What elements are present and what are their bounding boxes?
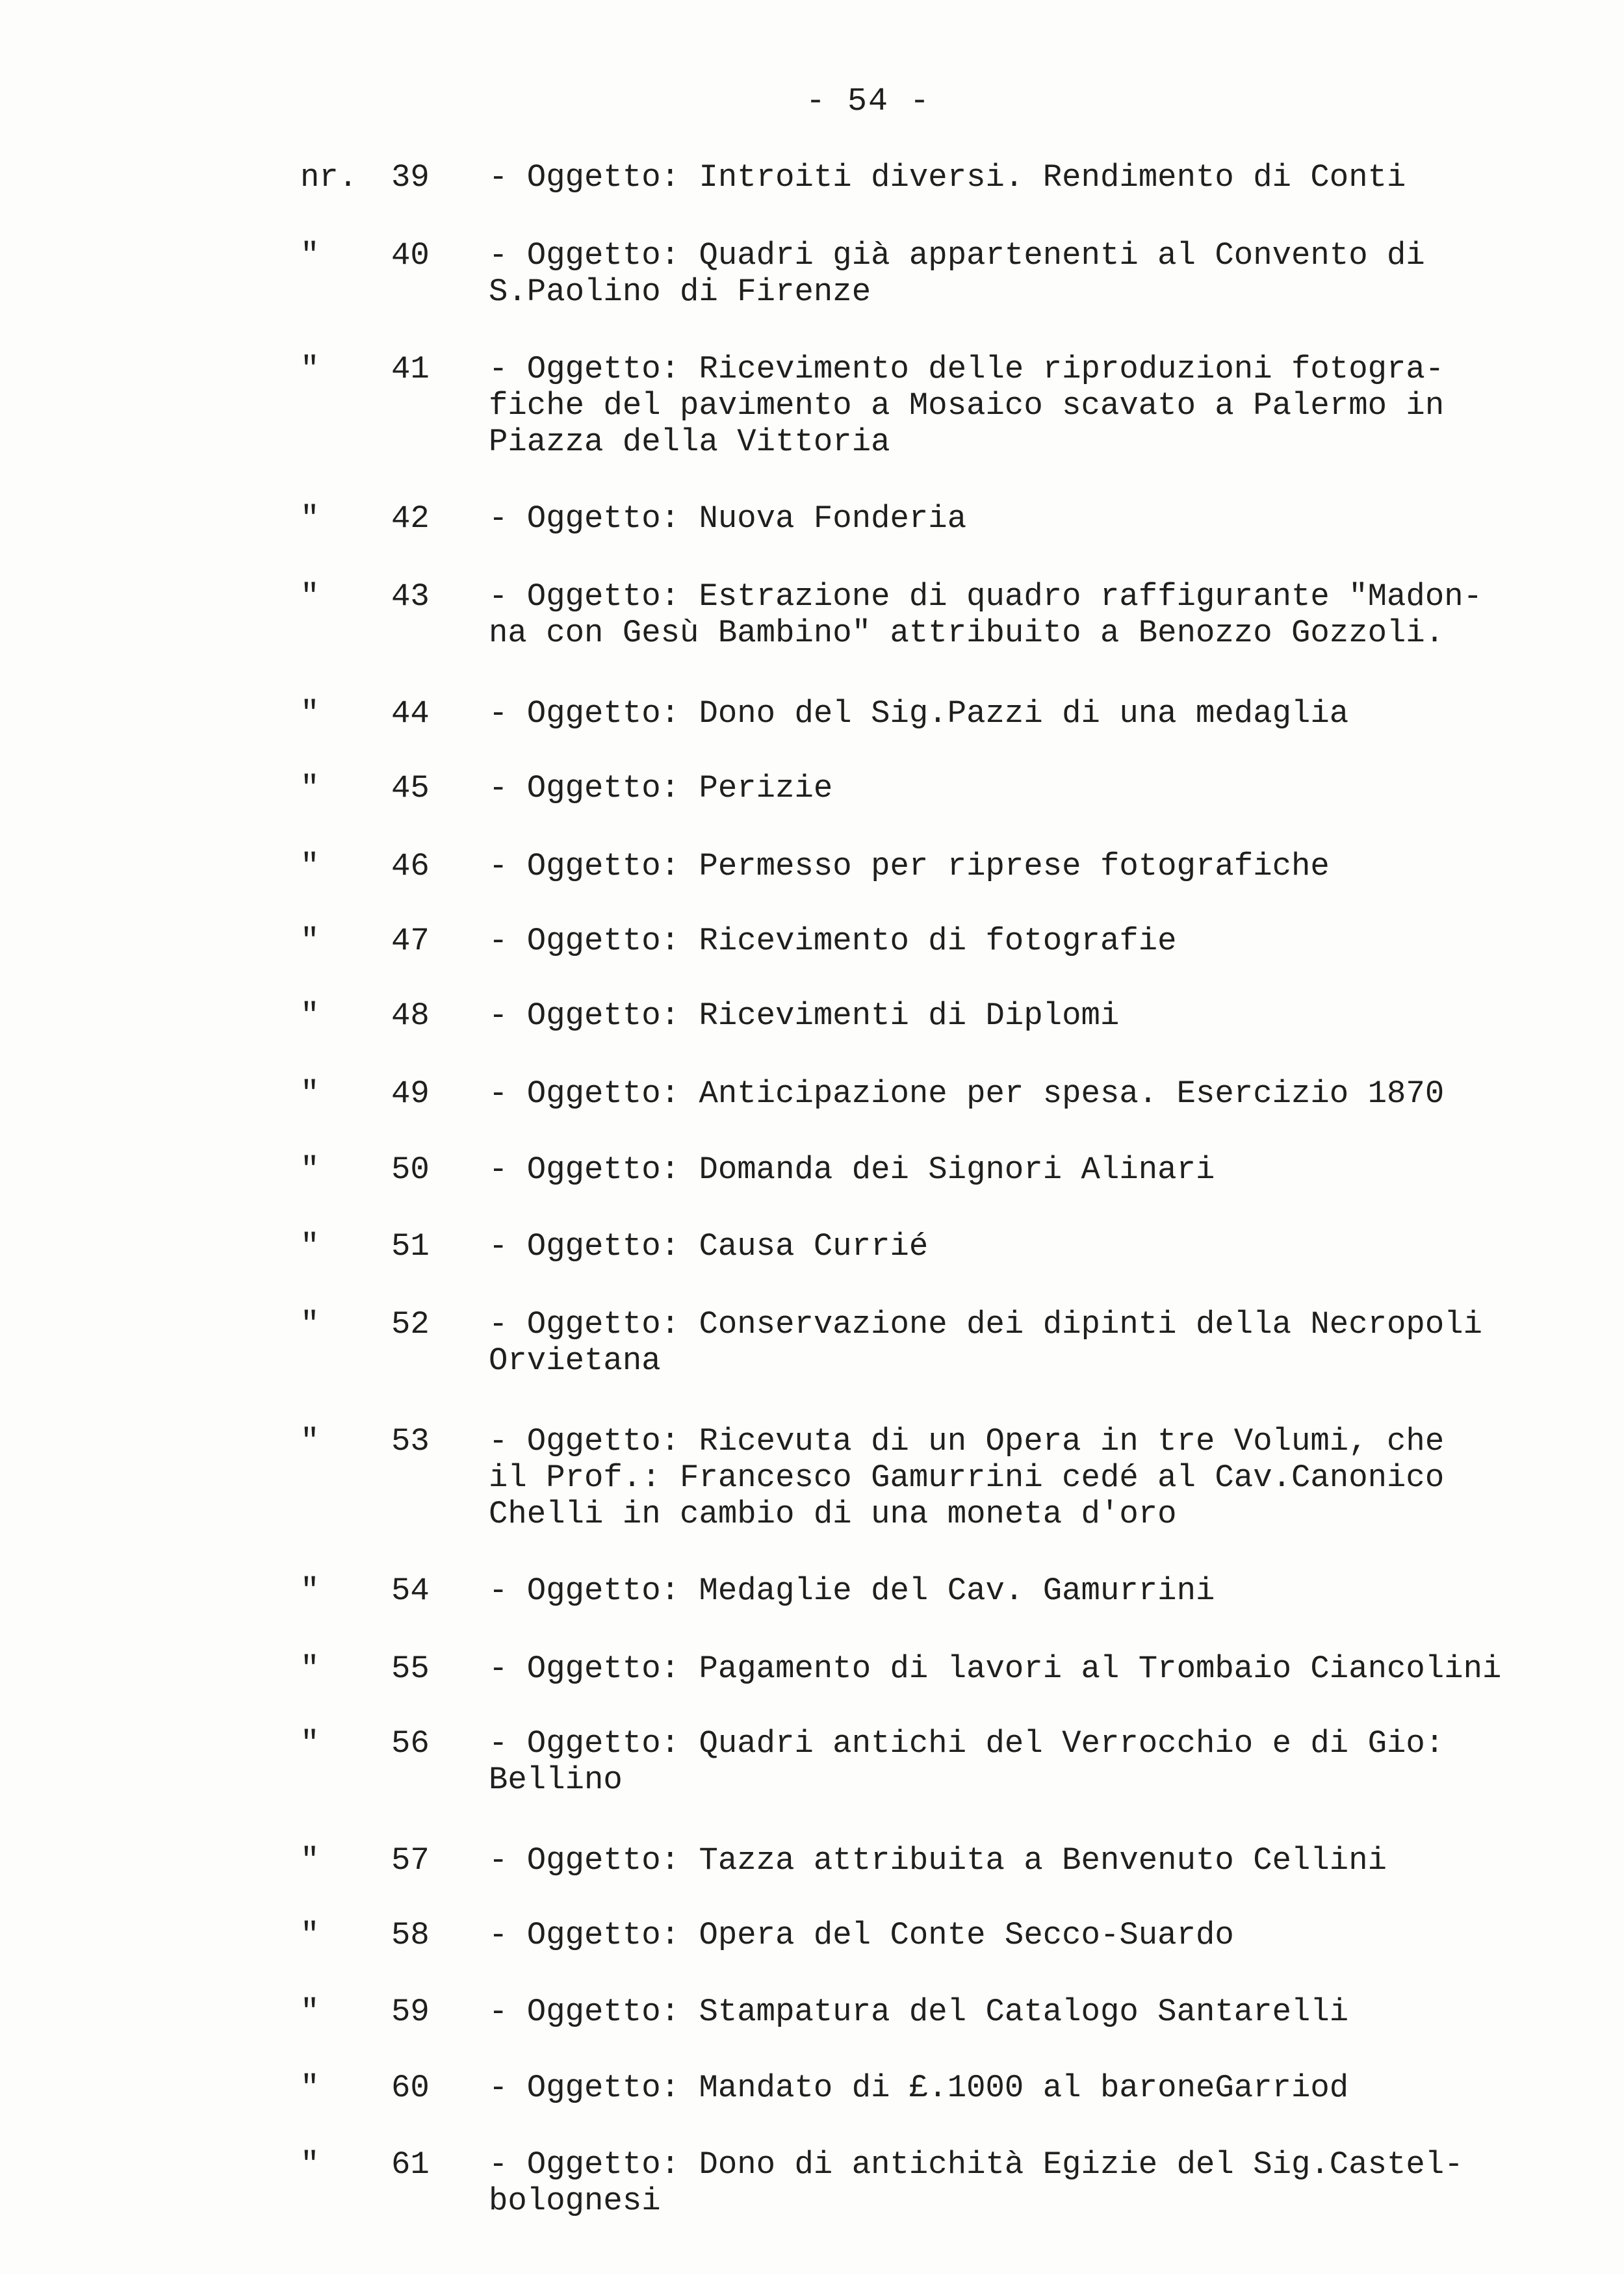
entry-prefix: " [300, 1306, 320, 1343]
entry-prefix: " [300, 500, 320, 537]
entry-prefix: " [300, 1075, 320, 1112]
entry-number: 52 [391, 1306, 430, 1343]
entry-text-line: - Oggetto: Causa Currié [489, 1228, 929, 1265]
entry-prefix: " [300, 1842, 320, 1879]
entry-text-line: Chelli in cambio di una moneta d'oro [489, 1496, 1177, 1532]
entry-prefix: " [300, 351, 320, 387]
entry-number: 56 [391, 1725, 430, 1762]
entry-prefix: " [300, 1228, 320, 1265]
entry-text-line: - Oggetto: Anticipazione per spesa. Esercizio 1870 [489, 1075, 1445, 1112]
entry-text-line: - Oggetto: Tazza attribuita a Benvenuto Cellini [489, 1842, 1387, 1879]
entry-text-line: - Oggetto: Nuova Fonderia [489, 500, 967, 537]
entry-prefix: " [300, 695, 320, 732]
entry-prefix: nr. [300, 159, 358, 196]
entry-number: 41 [391, 351, 430, 387]
entry-prefix: " [300, 1423, 320, 1459]
entry-number: 59 [391, 1994, 430, 2030]
entry-text-line: - Oggetto: Ricevimenti di Diplomi [489, 997, 1120, 1034]
entry-prefix: " [300, 770, 320, 806]
entry-number: 39 [391, 159, 430, 196]
entry-text-line: - Oggetto: Dono del Sig.Pazzi di una medaglia [489, 695, 1349, 732]
entry-text-line: - Oggetto: Ricevimento delle riproduzioni fotogra- [489, 351, 1445, 387]
entry-number: 42 [391, 500, 430, 537]
entry-text-line: - Oggetto: Perizie [489, 770, 833, 806]
entry-text-line: - Oggetto: Medaglie del Cav. Gamurrini [489, 1573, 1215, 1609]
entry-text [489, 1573, 1541, 1609]
entry-prefix: " [300, 1151, 320, 1188]
entry-number: 58 [391, 1917, 430, 1953]
entry-text-line: - Oggetto: Pagamento di lavori al Trombaio Ciancolini [489, 1651, 1502, 1687]
entry-number: 47 [391, 923, 430, 959]
entry-prefix: " [300, 1994, 320, 2030]
entry-number: 55 [391, 1651, 430, 1687]
entry-text [489, 1423, 1541, 1532]
entry-text-line: - Oggetto: Domanda dei Signori Alinari [489, 1151, 1215, 1188]
entry-number: 46 [391, 848, 430, 884]
entry-number: 40 [391, 237, 430, 274]
page-number: - 54 - [806, 83, 931, 120]
entry-number: 44 [391, 695, 430, 732]
entry-prefix: " [300, 1651, 320, 1687]
entry-number: 51 [391, 1228, 430, 1265]
entry-prefix: " [300, 1725, 320, 1762]
entry-text-line: - Oggetto: Introiti diversi. Rendimento di Conti [489, 159, 1406, 196]
entry-text [489, 923, 1541, 959]
entry-text [489, 695, 1541, 732]
entry-text-line: fiche del pavimento a Mosaico scavato a Palermo in [489, 387, 1445, 424]
entry-text [489, 1151, 1541, 1188]
entry-text-line: - Oggetto: Ricevuta di un Opera in tre Volumi, che [489, 1423, 1445, 1459]
entry-text-line: na con Gesù Bambino" attribuito a Benozzo Gozzoli. [489, 615, 1445, 651]
entry-number: 50 [391, 1151, 430, 1188]
entry-prefix: " [300, 1917, 320, 1953]
entry-number: 49 [391, 1075, 430, 1112]
entry-text [489, 1994, 1541, 2030]
entry-text [489, 500, 1541, 537]
entry-text [489, 351, 1541, 460]
entry-text-line: - Oggetto: Mandato di £.1000 al baroneGarriod [489, 2070, 1349, 2106]
entry-text-line: - Oggetto: Ricevimento di fotografie [489, 923, 1177, 959]
entry-prefix: " [300, 1573, 320, 1609]
entry-number: 53 [391, 1423, 430, 1459]
entry-text-line: - Oggetto: Estrazione di quadro raffigurante "Madon- [489, 578, 1483, 615]
entry-text-line: Bellino [489, 1762, 623, 1798]
entry-text-line: Orvietana [489, 1343, 661, 1379]
entry-number: 54 [391, 1573, 430, 1609]
entry-number: 60 [391, 2070, 430, 2106]
entry-text [489, 997, 1541, 1034]
entry-number: 57 [391, 1842, 430, 1879]
entry-prefix: " [300, 237, 320, 274]
entry-text [489, 770, 1541, 806]
entry-text [489, 1842, 1541, 1879]
entry-text [489, 848, 1541, 884]
entry-text-line: - Oggetto: Quadri già appartenenti al Convento di [489, 237, 1425, 274]
entry-text [489, 2146, 1541, 2219]
entry-prefix: " [300, 997, 320, 1034]
entry-text-line: - Oggetto: Quadri antichi del Verrocchio e di Gio: [489, 1725, 1445, 1762]
entry-text [489, 578, 1541, 651]
entry-text-line: - Oggetto: Opera del Conte Secco-Suardo [489, 1917, 1234, 1953]
entry-prefix: " [300, 2146, 320, 2183]
entry-text-line: - Oggetto: Stampatura del Catalogo Santarelli [489, 1994, 1349, 2030]
entry-text-line: il Prof.: Francesco Gamurrini cedé al Cav.Canonico [489, 1459, 1445, 1496]
entry-number: 61 [391, 2146, 430, 2183]
entry-text [489, 1725, 1541, 1798]
entry-prefix: " [300, 578, 320, 615]
entry-text [489, 159, 1541, 196]
entry-text [489, 1651, 1541, 1687]
entry-text-line: - Oggetto: Conservazione dei dipinti della Necropoli [489, 1306, 1483, 1343]
entry-text [489, 1228, 1541, 1265]
entry-text-line: - Oggetto: Dono di antichità Egizie del Sig.Castel- [489, 2146, 1463, 2183]
entry-number: 48 [391, 997, 430, 1034]
entry-text-line: Piazza della Vittoria [489, 424, 890, 460]
entry-text-line: - Oggetto: Permesso per riprese fotografiche [489, 848, 1330, 884]
entry-prefix: " [300, 2070, 320, 2106]
entry-number: 43 [391, 578, 430, 615]
entry-number: 45 [391, 770, 430, 806]
entry-prefix: " [300, 848, 320, 884]
entry-text [489, 2070, 1541, 2106]
entry-text [489, 1075, 1541, 1112]
entry-prefix: " [300, 923, 320, 959]
entry-text-line: bolognesi [489, 2183, 661, 2219]
entry-text-line: S.Paolino di Firenze [489, 274, 871, 310]
entry-text [489, 1306, 1541, 1379]
entry-text [489, 1917, 1541, 1953]
entry-text [489, 237, 1541, 310]
